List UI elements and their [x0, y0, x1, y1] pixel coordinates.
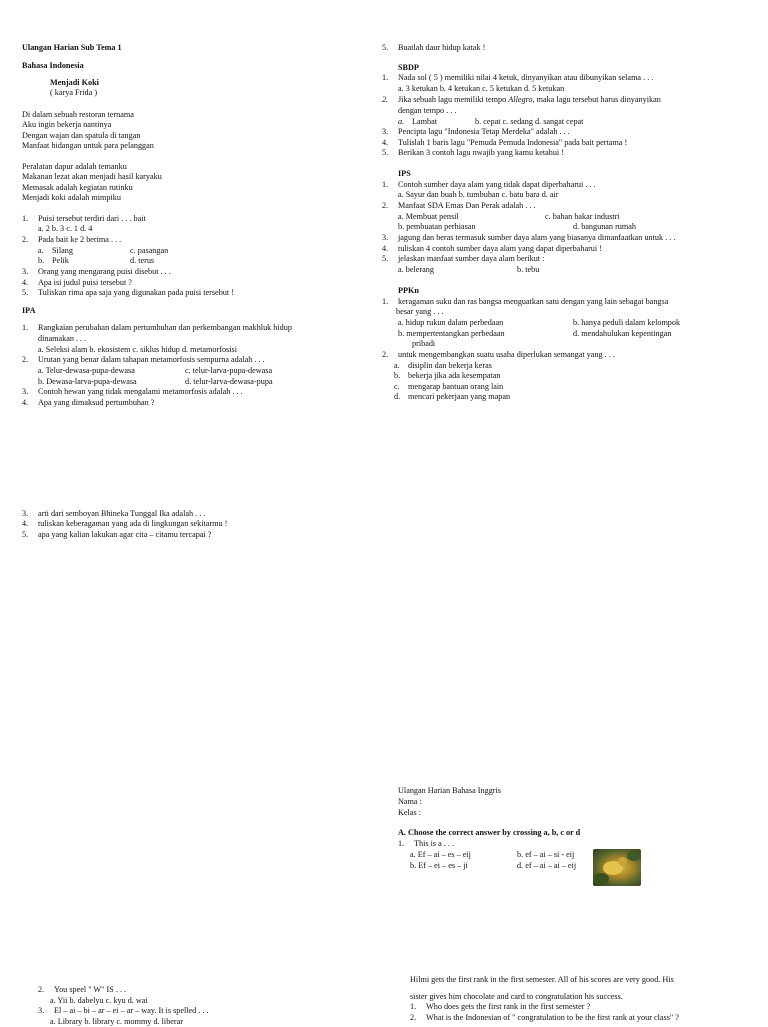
ppkn-question-2: 2. untuk mengembangkan suatu usaha diperlukan semangat yang . . . — [382, 350, 615, 359]
pkn-question-3: 3. arti dari semboyan Bhineka Tunggal Ika adalah . . . — [22, 509, 206, 518]
english-class-field: Kelas : — [398, 808, 421, 817]
ipa-question-4: 4. Apa yang dimaksud pertumbuhan ? — [22, 398, 155, 407]
english-question-1-option-b: b. ef – ai – si - eij — [517, 850, 575, 859]
ips-question-1-options: a. Sayur dan buah b. tumbuhan c. batu bara d. air — [398, 190, 559, 199]
question-2-option-c: c. pasangan — [130, 246, 169, 255]
ppkn-question-1-option-d-cont: pribadi — [412, 339, 436, 348]
subject-heading: Bahasa Indonesia — [22, 61, 84, 70]
english-name-field: Nama : — [398, 797, 422, 806]
poem-title: Menjadi Koki — [50, 78, 99, 87]
ipa-question-2-option-c: c. telur-larva-pupa-dewasa — [185, 366, 273, 375]
ppkn-question-2-option-b: b. bekerja jika ada kesempatan — [394, 371, 501, 380]
english-question-2-options: a. Yii b. dabelyu c. kyu d. wai — [50, 996, 148, 1005]
english-question-3: 3. El – ai – bi – ar – ei – ar – way. It is spelled . . . — [38, 1006, 209, 1015]
ppkn-question-1-option-b: b. hanya peduli dalam kelompok — [573, 318, 681, 327]
poem-line: Aku ingin bekerja nantinya — [22, 120, 112, 130]
ips-question-2-option-a: a. Membuat pensil — [398, 212, 459, 221]
poem-line: Manfaat hidangan untuk para pelanggan — [22, 141, 154, 151]
pkn-question-4: 4. tuliskan keberagaman yang ada di lingkungan sekitarmu ! — [22, 519, 228, 528]
question-3: 3. Orang yang mengarang puisi disebut . . . — [22, 267, 171, 276]
ipa-question-3: 3. Contoh hewan yang tidak mengalami metamorfosis adalah . . . — [22, 387, 243, 396]
english-section-a: A. Choose the correct answer by crossing a, b, c or d — [398, 828, 581, 837]
ipa-question-2: 2. Urutan yang benar dalam tahapan metamorfosis sempurna adalah . . . — [22, 355, 265, 364]
english-question-3-options: a. Library b. library c. mommy d. liberar — [50, 1017, 184, 1026]
ipa-question-2-option-a: a. Telur-dewasa-pupa-dewasa — [38, 366, 135, 375]
poem-stanza-1 — [22, 110, 154, 152]
ipa-question-1-cont: dinamakan . . . — [38, 334, 87, 343]
english-question-1: 1. This is a . . . — [398, 839, 455, 848]
ips-question-3: 3. jagung dan beras termasuk sumber daya alam yang biasanya dimanfaatkan untuk . . . — [382, 233, 676, 242]
ips-question-5-option-a: a. belerang — [398, 265, 434, 274]
exam-title: Ulangan Harian Sub Tema 1 — [22, 43, 122, 52]
question-4: 4. Apa isi judul puisi tersebut ? — [22, 278, 132, 287]
ppkn-question-1-cont: besar yang . . . — [396, 307, 444, 316]
english-question-2: 2. You speel " W" IS . . . — [38, 985, 127, 994]
ips-question-2-option-b: b. pembuatan perhiasan — [398, 222, 476, 231]
sbdp-question-4: 4. Tulislah 1 baris lagu "Pemuda Pemuda Indonesia" pada bait pertama ! — [382, 138, 628, 147]
poem-line: Menjadi koki adalah mimpiku — [22, 193, 121, 203]
sbdp-question-5: 5. Berikan 3 contoh lagu nwajib yang kamu ketahui ! — [382, 148, 564, 157]
ppkn-question-2-option-d: d. mencari pekerjaan yang mapan — [394, 392, 511, 401]
poem-line: Makanan lezat akan menjadi hasil karyaku — [22, 172, 162, 182]
ipa-question-1: 1. Rangkaian perubahan dalam pertumbuhan dan perkembangan makhluk hidup — [22, 323, 292, 332]
sbdp-question-2-options: a. Lambat b. cepat c. sedang d. sangat cepat — [398, 117, 584, 126]
ppkn-heading: PPKn — [398, 286, 419, 295]
pkn-question-5: 5. apa yang kalian lakukan agar cita – citamu tercapai ? — [22, 530, 212, 539]
sbdp-question-3: 3. Pencipta lagu "Indonesia Tetap Merdeka" adalah . . . — [382, 127, 570, 136]
poem-author: ( karya Frida ) — [50, 88, 98, 97]
ips-question-4: 4. tuliskan 4 contoh sumber daya alam yang dapat diperbaharui ! — [382, 244, 602, 253]
question-2-option-a: a. Silang — [38, 246, 73, 255]
question-2: 2. Pada bait ke 2 berima . . . — [22, 235, 122, 244]
ipa-question-2-option-d: d. telur-larva-dewasa-pupa — [185, 377, 273, 386]
ips-question-2-option-c: c. bahan bakar industri — [545, 212, 620, 221]
question-5-right: 5. Buatlah daur hidup katak ! — [382, 43, 486, 52]
english-exam-title: Ulangan Harian Bahasa Inggris — [398, 786, 501, 795]
ppkn-question-1: 1. keragaman suku dan ras bangsa menguatkan satu dengan yang lain sebagai bangsa — [382, 297, 669, 306]
ipa-question-1-options: a. Seleksi alam b. ekosistem c. siklus hidup d. metamorfosisi — [38, 345, 237, 354]
ipa-question-2-option-b: b. Dewasa-larva-pupa-dewasa — [38, 377, 137, 386]
ips-heading: IPS — [398, 169, 411, 178]
ipa-heading: IPA — [22, 306, 36, 315]
poem-line: Dengan wajan dan spatula di tangan — [22, 130, 141, 140]
english-question-1-option-d: d. ef – ai – ai – eij — [517, 861, 577, 870]
english-question-1-option-a: a. Ef – ai – es – eij — [410, 850, 471, 859]
ppkn-question-1-option-c: b. mempertentangkan perbedaan — [398, 329, 505, 338]
poem-stanza-2 — [22, 162, 162, 204]
ppkn-question-1-option-a: a. hidup rukun dalam perbedaan — [398, 318, 504, 327]
sbdp-question-1: 1. Nada sol ( 5 ) memiliki nilai 4 ketuk, dinyanyikan atau dibunyikan selama . . . — [382, 73, 654, 82]
sbdp-heading: SBDP — [398, 63, 419, 72]
sbdp-question-2: 2. Jika sebuah lagu memiliki tempo Allegro, maka lagu tersebut harus dinyanyikan — [382, 95, 661, 104]
question-1-options: a. 2 b. 3 c. 1 d. 4 — [38, 224, 93, 233]
poem-line: Di dalam sebuah restoran ternama — [22, 110, 134, 119]
ips-question-2: 2. Manfaat SDA Emas Dan Perak adalah . . . — [382, 201, 536, 210]
poem-line: Peralatan dapur adalah temanku — [22, 162, 127, 171]
english-question-1-option-c: b. Ef – ei – es – ji — [410, 861, 468, 870]
ips-question-5-option-b: b. tebu — [517, 265, 540, 274]
ppkn-question-2-option-a: a. disiplin dan bekerja keras — [394, 361, 492, 370]
ppkn-question-2-option-c: c. mengarap bantuan orang lain — [394, 382, 504, 391]
reading-question-1: 1. Who does gets the first rank in the first semester ? — [410, 1002, 591, 1011]
reading-passage-line-2: sister gives him chocolate and card to congratulation his success. — [410, 992, 623, 1001]
question-2-option-b: b. Pelik — [38, 256, 69, 265]
reading-passage-line-1: Hilmi gets the first rank in the first semester. All of his scores are very good. His — [410, 975, 674, 984]
question-2-option-d: d. terus — [130, 256, 155, 265]
poem-line: Memasak adalah kegiatan rutinku — [22, 182, 133, 192]
ips-question-1: 1. Contoh sumber daya alam yang tidak dapat diperbaharui . . . — [382, 180, 596, 189]
reading-question-2: 2. What is the Indonesian of " congratulation to be the first rank at your class" ? — [410, 1013, 679, 1022]
sbdp-question-1-options: a. 3 ketukan b. 4 ketukan c. 5 ketukan d. 5 ketukan — [398, 84, 565, 93]
ips-question-2-option-d: d. bangunan rumah — [573, 222, 636, 231]
bird-photo — [593, 849, 641, 886]
sbdp-question-2-cont: dengan tempo . . . — [398, 106, 457, 115]
ips-question-5: 5. jelaskan manfaat sumber daya alam berikut : — [382, 254, 545, 263]
ppkn-question-1-option-d: d. mendahulukan kepentingan — [573, 329, 672, 338]
question-5: 5. Tuliskan rima apa saja yang digunakan pada puisi tersebut ! — [22, 288, 234, 297]
question-1: 1. Puisi tersebut terdiri dari . . . bait — [22, 214, 146, 223]
